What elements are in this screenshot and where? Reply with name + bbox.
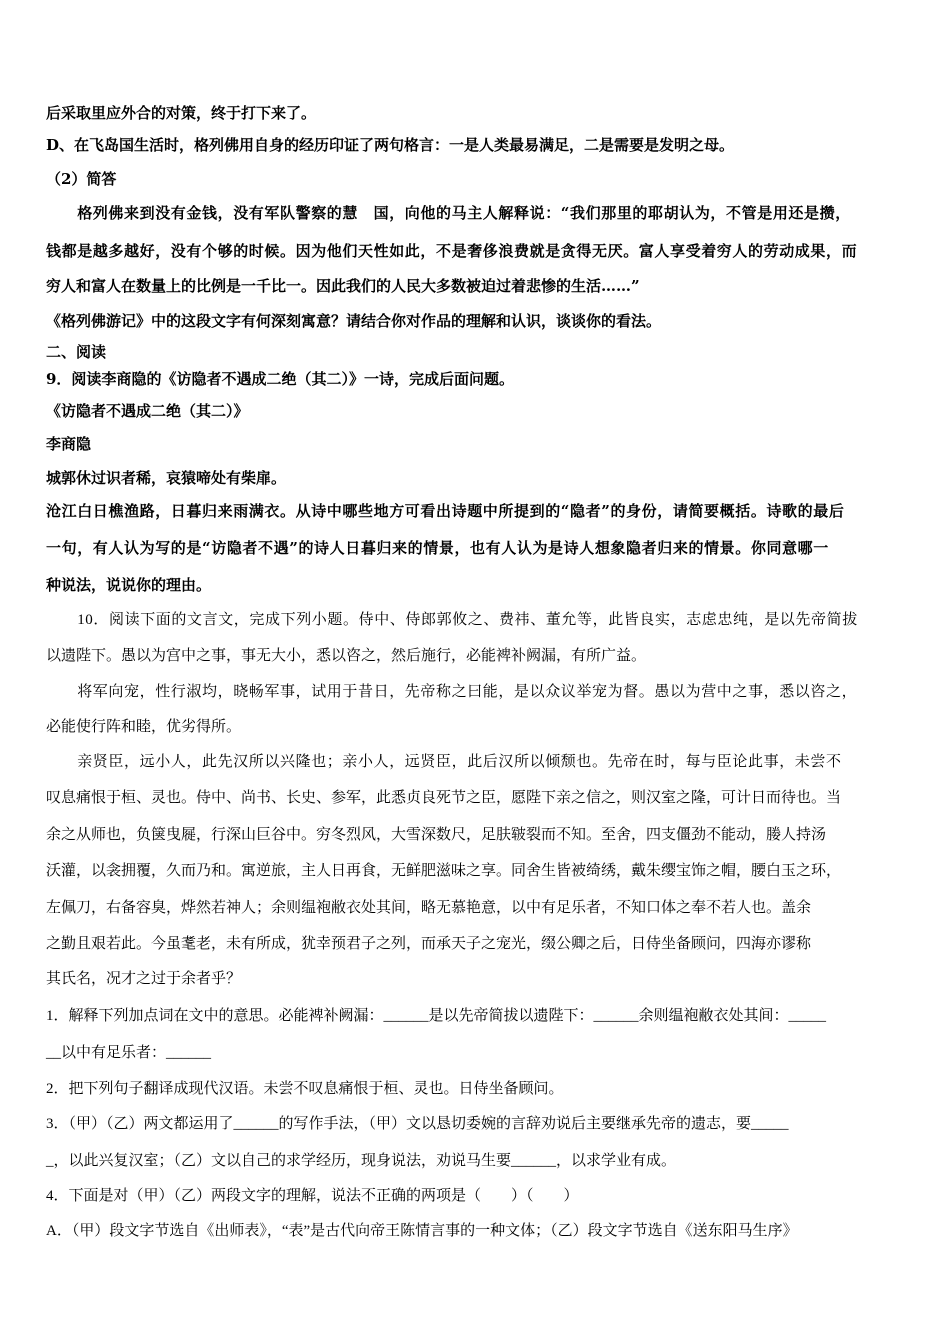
quote-line: 格列佛来到没有金钱，没有军队警察的慧 国，向他的马主人解释说：“我们那里的耶胡认为，不管是用还是攒， — [46, 204, 851, 222]
option-d: D、在飞岛国生活时，格列佛用自身的经历印证了两句格言：一是人类最易满足，二是需要是发明之母。 — [46, 136, 735, 154]
question-9: 9．阅读李商隐的《访隐者不遇成二绝（其二）》一诗，完成后面问题。 — [46, 370, 514, 388]
passage-line: 必能使行阵和睦，优劣得所。 — [46, 719, 242, 735]
passage-line: 将军向宠，性行淑均，晓畅军事，试用于昔日，先帝称之曰能，是以众议举宠为督。愚以为营中之事，悉以咨之， — [46, 684, 858, 700]
section-heading: 二、阅读 — [46, 343, 107, 361]
passage-line: 沃灌，以衾拥覆，久而乃和。寓逆旅，主人日再食，无鲜肥滋味之享。同舍生皆被绮绣，戴朱缨宝饰之帽，腰白玉之环， — [46, 863, 842, 879]
passage-line: 之勤且艰若此。今虽耄老，未有所成，犹幸预君子之列，而承天子之宠光，缀公卿之后，日侍坐备顾问，四海亦谬称 — [46, 936, 812, 952]
passage-line: 以遗陛下。愚以为宫中之事，事无大小，悉以咨之，然后施行，必能裨补阙漏，有所广益。 — [46, 648, 647, 664]
passage-line: 左佩刀，右备容臭，烨然若神人；余则缊袍敝衣处其间，略无慕艳意，以中有足乐者，不知口体之奉不若人也。盖余 — [46, 900, 812, 916]
poem-author: 李商隐 — [46, 435, 92, 453]
subquestion-3-cont: _，以此兴复汉室；（乙）文以自己的求学经历，现身说法，劝说马生要______，以求学业有成。 — [46, 1153, 677, 1169]
quote-line: 穷人和富人在数量上的比例是一千比一。因此我们的人民大多数被迫过着悲惨的生活……” — [46, 277, 640, 295]
passage-line: 余之从师也，负箧曳屣，行深山巨谷中。穷冬烈风，大雪深数尺，足肤皲裂而不知。至舍，四支僵劲不能动，媵人持汤 — [46, 827, 827, 843]
passage-line: 10．阅读下面的文言文，完成下列小题。侍中、侍郎郭攸之、费祎、董允等，此皆良实，志虑忠纯，是以先帝简拔 — [46, 612, 858, 628]
subquestion-1-cont: __以中有足乐者：______ — [46, 1045, 212, 1061]
subquestion-4: 4．下面是对（甲）（乙）两段文字的理解，说法不正确的两项是（ ）（ ） — [46, 1188, 579, 1204]
quote-line: 钱都是越多越好，没有个够的时候。因为他们天性如此，不是奢侈浪费就是贪得无厌。富人享受着穷人的劳动成果，而 — [46, 242, 858, 260]
poem-question-line: 种说法，说说你的理由。 — [46, 576, 212, 594]
option-a: A．（甲）段文字节选自《出师表》，“表”是古代向帝王陈情言事的一种文体；（乙）段文字节选自《送东阳马生序》 — [46, 1223, 798, 1239]
passage-line: 亲贤臣，远小人，此先汉所以兴隆也；亲小人，远贤臣，此后汉所以倾颓也。先帝在时，每与臣论此事，未尝不 — [46, 754, 842, 770]
section-heading: （2）简答 — [46, 170, 117, 188]
poem-line: 城郭休过识者稀，哀猿啼处有柴扉。 — [46, 469, 287, 487]
poem-question-line: 一句，有人认为写的是“访隐者不遇”的诗人日暮归来的情景，也有人认为是诗人想象隐者归来的情景。你同意哪一 — [46, 539, 829, 557]
question-line: 《格列佛游记》中的这段文字有何深刻寓意？请结合你对作品的理解和认识，谈谈你的看法。 — [46, 312, 662, 330]
poem-question-line: 沧江白日樵渔路，日暮归来雨满衣。从诗中哪些地方可看出诗题中所提到的“隐者”的身份，请简要概括。诗歌的最后 — [46, 502, 845, 520]
subquestion-1: 1．解释下列加点词在文中的意思。必能裨补阙漏：______是以先帝简拔以遗陛下：______余则缊袍敝衣处其间：_____ — [46, 1008, 827, 1024]
subquestion-2: 2．把下列句子翻译成现代汉语。未尝不叹息痛恨于桓、灵也。日侍坐备顾问。 — [46, 1081, 564, 1097]
text-line: 后采取里应外合的对策，终于打下来了。 — [46, 104, 317, 122]
poem-title: 《访隐者不遇成二绝（其二）》 — [46, 402, 249, 420]
passage-line: 叹息痛恨于桓、灵也。侍中、尚书、长史、参军，此悉贞良死节之臣，愿陛下亲之信之，则汉室之隆，可计日而待也。当 — [46, 790, 842, 806]
passage-line: 其氏名，况才之过于余者乎？ — [46, 971, 242, 987]
subquestion-3: 3．（甲）（乙）两文都运用了______的写作手法，（甲）文以恳切委婉的言辞劝说后主要继承先帝的遗志，要_____ — [46, 1116, 789, 1132]
